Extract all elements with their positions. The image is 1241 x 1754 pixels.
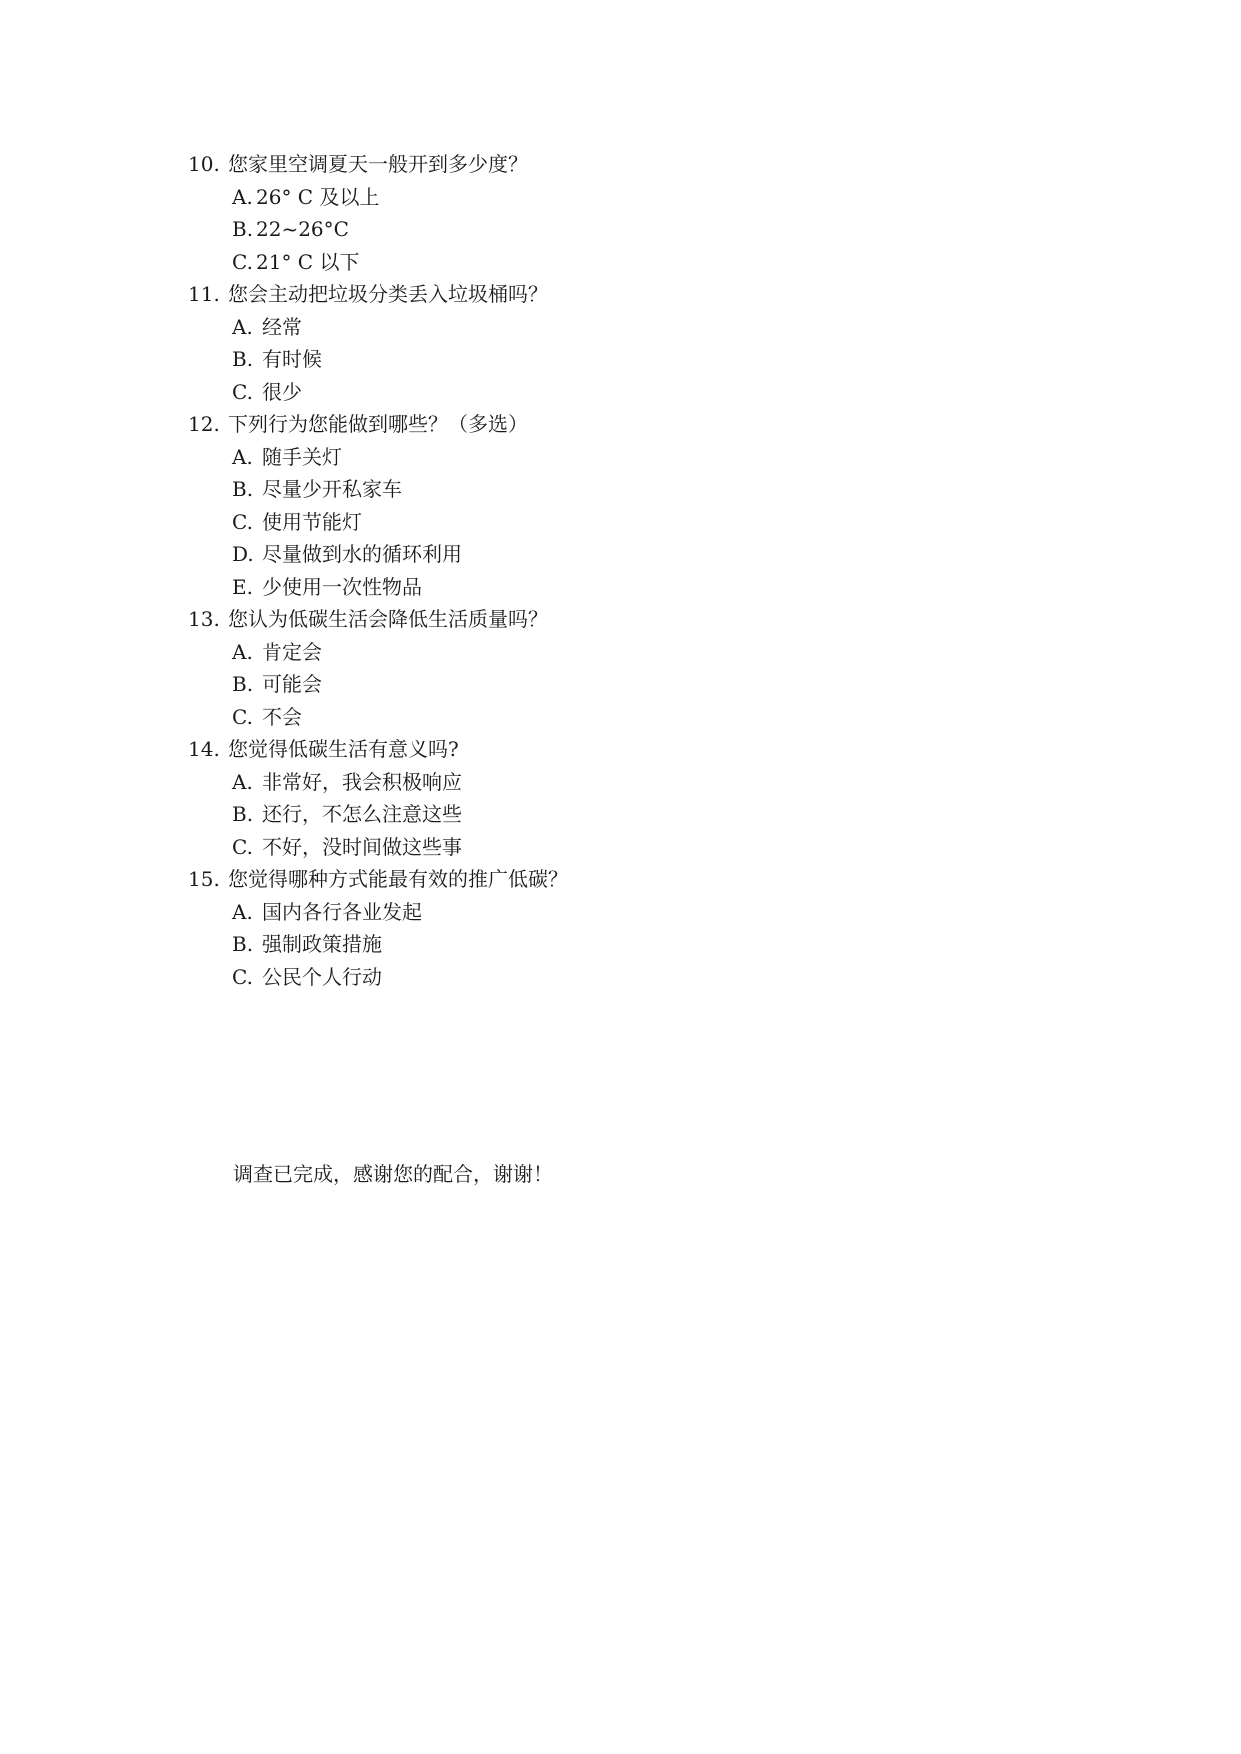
survey-questions: [188, 148, 1088, 993]
question-text: 您会主动把垃圾分类丢入垃圾桶吗？: [228, 282, 548, 306]
option-text: 强制政策措施: [262, 932, 382, 956]
option-text: 尽量少开私家车: [262, 477, 402, 501]
option-letter: C.: [232, 379, 253, 404]
option-letter: A.: [232, 899, 253, 924]
option-12-e: [188, 571, 1088, 604]
option-letter: E.: [232, 574, 253, 599]
option-11-c: [188, 376, 1088, 409]
question-text: 下列行为您能做到哪些？（多选）: [228, 412, 528, 436]
question-13: [188, 603, 1088, 636]
option-text: 公民个人行动: [262, 964, 382, 989]
option-text: 少使用一次性物品: [262, 574, 422, 599]
question-10: [188, 148, 1088, 181]
option-letter: B.: [232, 672, 254, 696]
option-10-c: [188, 246, 1088, 279]
option-13-b: [188, 668, 1088, 701]
option-text: 不好，没时间做这些事: [262, 834, 462, 859]
option-10-a: [188, 181, 1088, 214]
question-15: [188, 863, 1088, 896]
option-text: 国内各行各业发起: [262, 899, 422, 924]
question-text: 您认为低碳生活会降低生活质量吗？: [228, 607, 548, 631]
option-text: 很少: [262, 379, 302, 404]
option-letter: D.: [232, 542, 254, 566]
closing-message: 调查已完成，感谢您的配合，谢谢！: [233, 1162, 553, 1186]
question-number: 13.: [188, 607, 220, 631]
option-letter: B.: [232, 217, 254, 241]
option-text: 经常: [262, 314, 302, 339]
option-13-c: [188, 701, 1088, 734]
option-letter: C.: [232, 509, 253, 534]
option-letter: A.: [232, 314, 253, 339]
option-letter: A.: [232, 444, 253, 469]
option-letter: B.: [232, 477, 254, 501]
option-letter: A.: [232, 769, 253, 794]
option-text: 使用节能灯: [262, 509, 362, 534]
option-text: 尽量做到水的循环利用: [262, 542, 462, 566]
option-14-c: [188, 831, 1088, 864]
option-11-b: [188, 343, 1088, 376]
option-letter: C.: [232, 964, 253, 989]
question-number: 11.: [188, 282, 220, 306]
option-text: 不会: [262, 704, 302, 729]
option-letter: B.: [232, 932, 254, 956]
question-number: 14.: [188, 737, 220, 761]
option-letter: A.: [232, 639, 253, 664]
option-text: 22~26°C: [256, 217, 349, 241]
option-12-a: [188, 441, 1088, 474]
option-text: 26° C 及以上: [256, 184, 380, 209]
question-14: [188, 733, 1088, 766]
option-text: 随手关灯: [262, 444, 342, 469]
option-letter: B.: [232, 347, 254, 371]
question-text: 您家里空调夏天一般开到多少度？: [228, 152, 528, 176]
option-15-c: [188, 961, 1088, 994]
option-12-b: [188, 473, 1088, 506]
question-text: 您觉得低碳生活有意义吗?: [228, 737, 459, 761]
option-14-a: [188, 766, 1088, 799]
option-10-b: [188, 213, 1088, 246]
option-12-c: [188, 506, 1088, 539]
question-12: [188, 408, 1088, 441]
option-text: 还行，不怎么注意这些: [262, 802, 462, 826]
option-15-a: [188, 896, 1088, 929]
option-letter: C.: [232, 834, 253, 859]
option-letter: A.: [232, 184, 253, 209]
option-text: 21° C 以下: [256, 249, 360, 274]
question-number: 15.: [188, 867, 220, 891]
question-number: 10.: [188, 152, 220, 176]
option-13-a: [188, 636, 1088, 669]
option-14-b: [188, 798, 1088, 831]
option-12-d: [188, 538, 1088, 571]
option-11-a: [188, 311, 1088, 344]
option-letter: C.: [232, 704, 253, 729]
option-text: 可能会: [262, 672, 322, 696]
option-letter: B.: [232, 802, 254, 826]
option-text: 肯定会: [262, 639, 322, 664]
option-text: 非常好，我会积极响应: [262, 769, 462, 794]
question-text: 您觉得哪种方式能最有效的推广低碳？: [228, 867, 568, 891]
option-letter: C.: [232, 249, 253, 274]
question-number: 12.: [188, 412, 220, 436]
option-15-b: [188, 928, 1088, 961]
option-text: 有时候: [262, 347, 322, 371]
question-11: [188, 278, 1088, 311]
